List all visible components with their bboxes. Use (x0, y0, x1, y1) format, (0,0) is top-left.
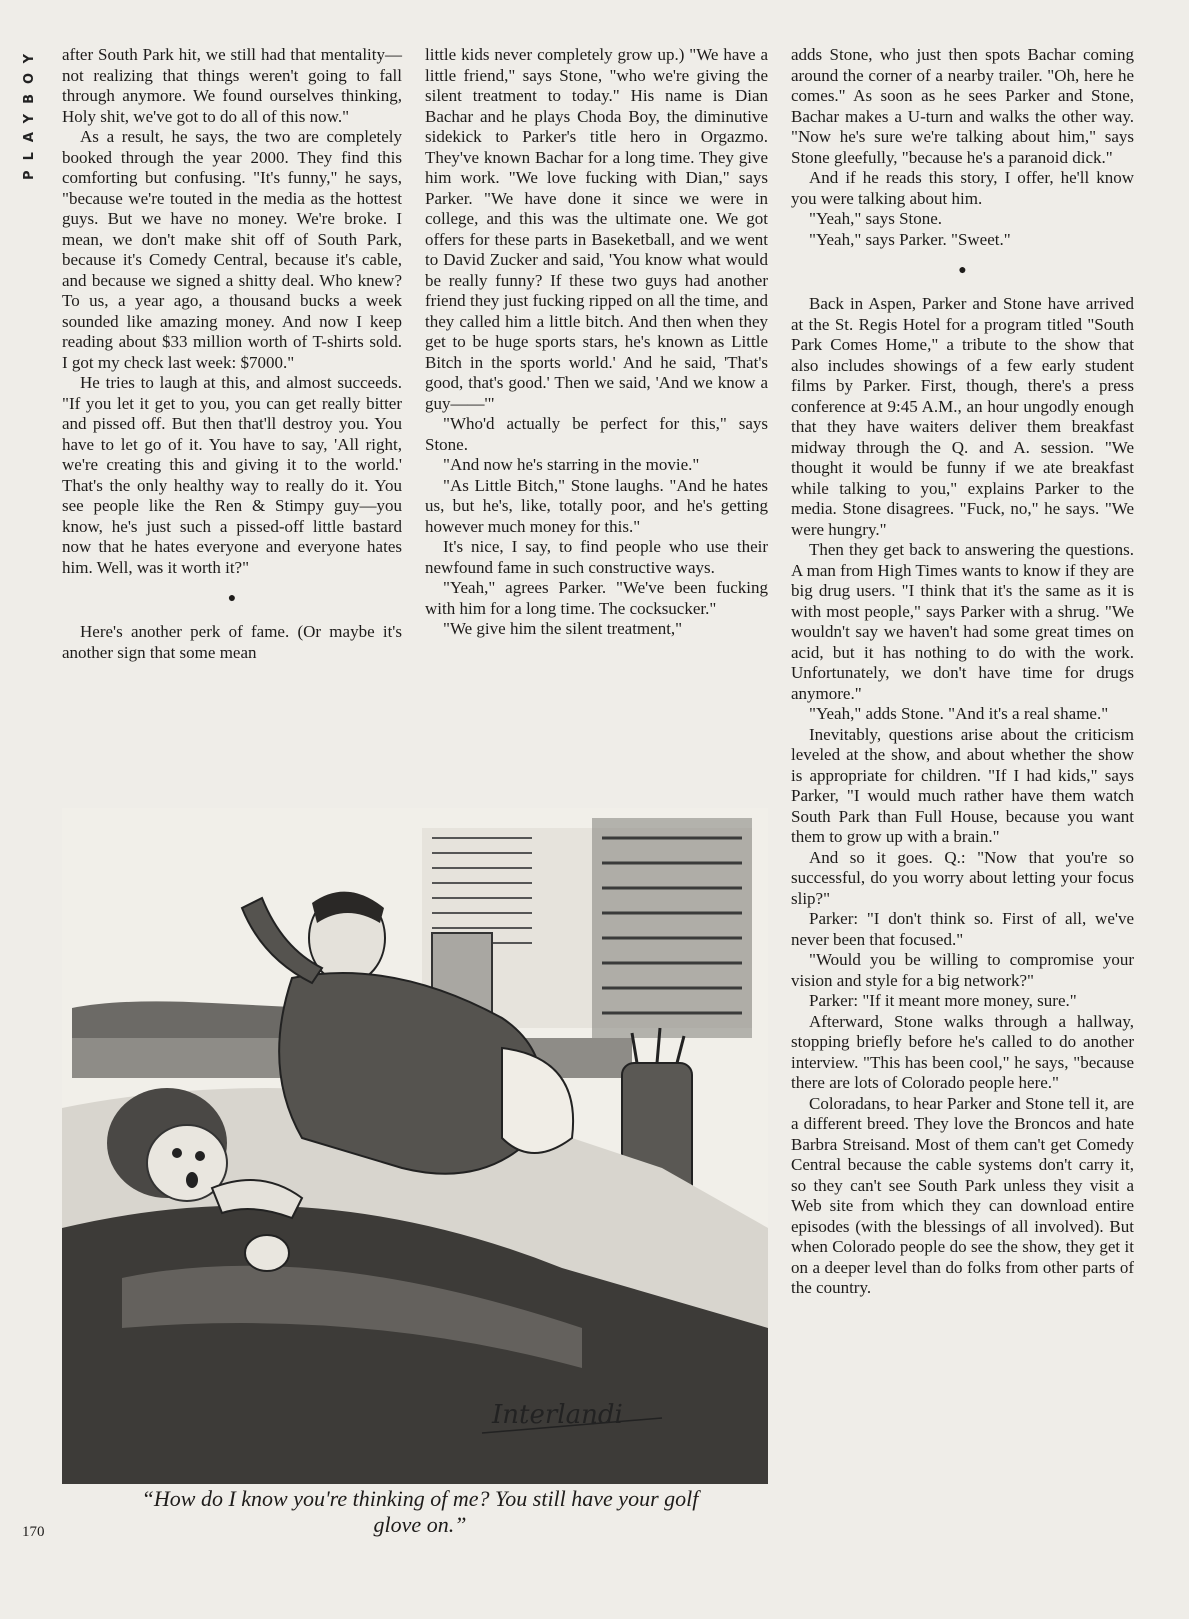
paragraph: Back in Aspen, Parker and Stone have arrived at the St. Regis Hotel for a program titled "South Park Comes Home," a tribute to the show that also includes showings of a few early student films by Parker. First, though, there's a press conference at 9:45 A.M., an hour ungodly enough that they have waiters deliver them breakfast midway through the Q. and A. session. "We thought it would be funny if we ate breakfast while talking to you," explains Parker to the media. Stone disagrees. "Fuck, no," he says. "We were hungry." (791, 294, 1134, 539)
paragraph: And so it goes. Q.: "Now that you're so successful, do you worry about letting your focus slip?" (791, 847, 1134, 908)
paragraph: "Who'd actually be perfect for this," says Stone. (425, 414, 768, 454)
article-column-2 (425, 45, 768, 640)
cartoon-caption: “How do I know you're thinking of me? You still have your golf glove on.” (141, 1486, 699, 1537)
paragraph: Here's another perk of fame. (Or maybe it's another sign that some mean (62, 622, 402, 662)
paragraph: "Yeah," adds Stone. "And it's a real shame." (809, 704, 1109, 723)
paragraph: after South Park hit, we still had that mentality—not realizing that things weren't going to fall through anymore. We found ourselves thinking, Holy shit, we've got to do all of this now." (62, 45, 402, 126)
paragraph: Afterward, Stone walks through a hallway, stopping briefly before he's called to do another interview. "This has been cool," he says, "because there are lots of Colorado people here." (791, 1011, 1134, 1092)
paragraph: little kids never completely grow up.) "We have a little friend," says Stone, "who we're giving the silent treatment to today." His name is Dian Bachar and he plays Choda Boy, the diminutive sidekick to Parker's title hero in Orgazmo. They've known Bachar for a long time. They give him work. "We love fucking with Dian," says Parker. "We have done it since we were in college, and this was the ultimate one. We got offers for these parts in Baseketball, and we went to David Zucker and said, 'You know what would be really funny? If these two guys had another friend they just fucking ripped on all the time, and they called him a little bitch. And then when they get to be huge sports stars, he's known as Little Bitch in the sports world.' And he said, 'That's good, that's good.' Then we said, 'And we know a guy——'" (425, 45, 768, 413)
column-1-paragraphs (62, 45, 402, 578)
paragraph: "Yeah," says Stone. (809, 209, 943, 228)
paragraph: adds Stone, who just then spots Bachar coming around the corner of a nearby trailer. "Oh, here he comes." As soon as he sees Parker and Stone, Bachar makes a U-turn and walks the other way. "Now he's sure we're talking about him," says Stone gleefully, "because he's a paranoid dick." (791, 45, 1134, 167)
paragraph: It's nice, I say, to find people who use their newfound fame in such constructive ways. (425, 537, 768, 577)
magazine-side-label: PLAYBOY (22, 44, 37, 180)
article-column-3 (791, 45, 1134, 1565)
paragraph: "Yeah," agrees Parker. "We've been fucking with him for a long time. The cocksucker." (425, 578, 768, 618)
cartoon-signature: Interlandi (492, 1400, 623, 1430)
cartoon-illustration (62, 808, 768, 1484)
paragraph: Inevitably, questions arise about the criticism leveled at the show, and about whether the show is appropriate for children. "If I had kids," says Parker, "I would much rather have them watch South Park than Full House, because you want them to grow up with a brain." (791, 724, 1134, 846)
paragraph: "Would you be willing to compromise your vision and style for a big network?" (791, 950, 1134, 990)
article-column-1 (62, 45, 402, 663)
paragraph: "And now he's starring in the movie." (443, 455, 700, 474)
section-bullet: ● (958, 263, 967, 278)
paragraph: Parker: "If it meant more money, sure." (809, 991, 1077, 1010)
paragraph: As a result, he says, the two are completely booked through the year 2000. They find this comforting but confusing. "It's funny," he says, "because we're touted in the media as the hottest guys. But we have no money. We're broke. I mean, we don't make shit off of South Park, because it's Comedy Central, because it's cable, and because we signed a shitty deal. Who knew? To us, a year ago, a thousand bucks a week sounded like amazing money. And now I keep reading about $33 million worth of T-shirts sold. I got my check last week: $7000." (62, 127, 402, 372)
paragraph: "Yeah," says Parker. "Sweet." (809, 229, 1011, 249)
paragraph: He tries to laugh at this, and almost succeeds. "If you let it get to you, you can get really bitter and pissed off. But then that'll destroy you. You have to let go of it. You have to say, 'All right, we're creating this and giving it to the world.' That's the only healthy way to really do it. You see people like the Ren & Stimpy guy—you know, he's just such a pissed-off little bastard now that he hates everyone and everyone hates him. Well, was it worth it?" (62, 373, 402, 577)
paragraph: Coloradans, to hear Parker and Stone tell it, are a different breed. They love the Broncos and hate Barbra Streisand. Most of them can't get Comedy Central because the cable systems don't carry it, so they can't see South Park unless they visit a Web site from which they can download entire episodes (with the blessings of all involved). But when Colorado people do see the show, they get it on a deeper level than do folks from other parts of the country. (791, 1093, 1134, 1297)
paragraph: "We give him the silent treatment," (443, 619, 683, 638)
paragraph: Then they get back to answering the questions. A man from High Times wants to know if they are big drug users. "I think that it's the same as it is with most people," says Parker with a shrug. "We wouldn't say we haven't had some great times on acid, but it has nothing to do with the work. Unfortunately, we don't have time for drugs anymore." (791, 540, 1134, 703)
section-bullet: ● (227, 591, 237, 606)
column-3-paragraphs-bottom (791, 294, 1134, 1299)
page-number: 170 (22, 1524, 45, 1540)
paragraph: And if he reads this story, I offer, he'll know you were talking about him. (791, 168, 1134, 208)
paragraph: "As Little Bitch," Stone laughs. "And he hates us, but he's, like, totally poor, and he's getting however much money for this." (425, 475, 768, 536)
cartoon-drawing (62, 808, 768, 1484)
column-3-paragraphs-top (791, 45, 1134, 250)
paragraph: Parker: "I don't think so. First of all, we've never been that focused." (791, 909, 1134, 949)
